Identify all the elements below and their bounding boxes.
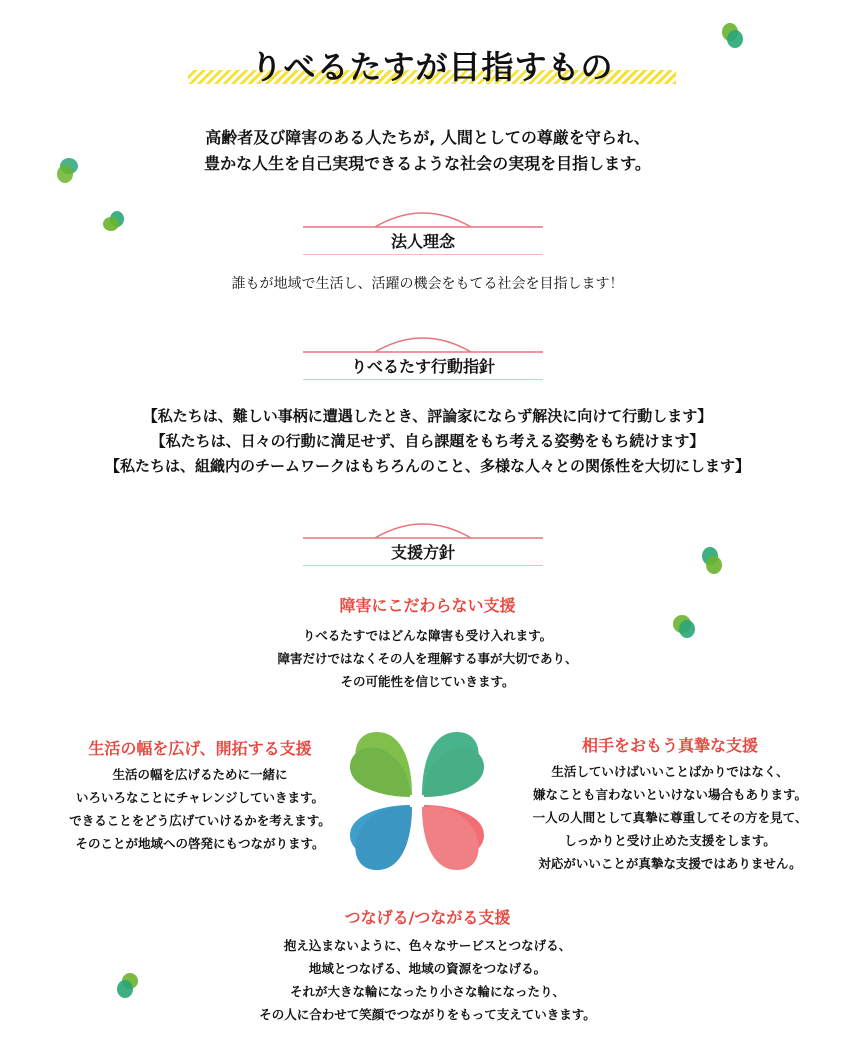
support-line: できることをどう広げていけるかを考えます。 bbox=[69, 813, 331, 828]
support-left-text bbox=[20, 763, 380, 855]
support-line: 対応がいいことが真摯な支援ではありません。 bbox=[538, 856, 802, 871]
support-line: それが大きな輪になったり小さな輪になったり、 bbox=[289, 984, 565, 999]
support-bottom-title: つなげる/つながる支援 bbox=[344, 908, 511, 927]
support-line: その可能性を信じていきます。 bbox=[340, 674, 515, 689]
support-line: 生活の幅を広げるために一緒に bbox=[112, 767, 288, 782]
philosophy-heading-block bbox=[303, 203, 543, 255]
support-line: りべるたすではどんな障害も受け入れます。 bbox=[302, 628, 553, 643]
philosophy-text: 誰もが地域で生活し、活躍の機会をもてる社会を目指します！ bbox=[231, 276, 624, 292]
title-banner bbox=[188, 40, 676, 90]
support-line: その人に合わせて笑顔でつながりをもって支えていきます。 bbox=[259, 1007, 596, 1022]
support-policy-heading: 支援方針 bbox=[390, 543, 455, 562]
support-line: そのことが地域への啓発にもつながります。 bbox=[75, 836, 325, 851]
support-right-text bbox=[490, 760, 850, 875]
action-guidelines-list bbox=[0, 404, 855, 479]
support-line: 嫌なことも言わないといけない場合もあります。 bbox=[532, 787, 807, 802]
leaf-decoration-icon bbox=[100, 208, 128, 236]
support-top-text bbox=[0, 624, 855, 693]
support-policy-heading-block bbox=[303, 514, 543, 566]
support-line: 生活していけばいいことばかりではなく、 bbox=[551, 764, 789, 779]
page-title: りべるたすが目指すもの bbox=[250, 48, 614, 86]
support-top-title: 障害にこだわらない支援 bbox=[339, 596, 516, 615]
action-guideline-item: 【私たちは、難しい事柄に遭遇したとき、評論家にならず解決に向けて行動します】 bbox=[142, 407, 713, 425]
support-left-title: 生活の幅を広げ、開拓する支援 bbox=[88, 739, 312, 758]
action-guidelines-heading-block bbox=[303, 328, 543, 380]
mission-line: 豊かな人生を自己実現できるような社会の実現を目指します。 bbox=[204, 154, 651, 173]
support-line: 抱え込まないように、色々なサービスとつなげる、 bbox=[283, 938, 572, 953]
support-right-block bbox=[490, 733, 850, 875]
support-line: 一人の人間として真摯に尊重してその方を見て、 bbox=[532, 810, 808, 825]
action-guideline-item: 【私たちは、日々の行動に満足せず、自ら課題をもち考える姿勢をもち続けます】 bbox=[150, 432, 705, 450]
support-line: 障害だけではなくその人を理解する事が大切であり、 bbox=[277, 651, 578, 666]
clover-logo-icon bbox=[342, 727, 492, 875]
mission-statement bbox=[0, 125, 855, 177]
philosophy-heading: 法人理念 bbox=[390, 232, 455, 251]
support-line: いろいろなことにチャレンジしていきます。 bbox=[75, 790, 324, 805]
support-bottom-text bbox=[0, 934, 855, 1026]
leaf-decoration-icon bbox=[718, 22, 748, 50]
leaf-decoration-icon bbox=[698, 545, 726, 577]
support-line: しっかりと受け止めた支援をします。 bbox=[564, 833, 776, 848]
support-line: 地域とつなげる、地域の資源をつなげる。 bbox=[308, 961, 547, 976]
support-right-title: 相手をおもう真摯な支援 bbox=[581, 736, 758, 755]
action-guideline-item: 【私たちは、組織内のチームワークはもちろんのこと、多様な人々との関係性を大切にします】 bbox=[104, 457, 750, 475]
action-guidelines-heading: りべるたす行動指針 bbox=[350, 357, 495, 376]
support-left-block bbox=[20, 736, 380, 855]
mission-line: 高齢者及び障害のある人たちが, 人間としての尊厳を守られ、 bbox=[205, 128, 650, 147]
